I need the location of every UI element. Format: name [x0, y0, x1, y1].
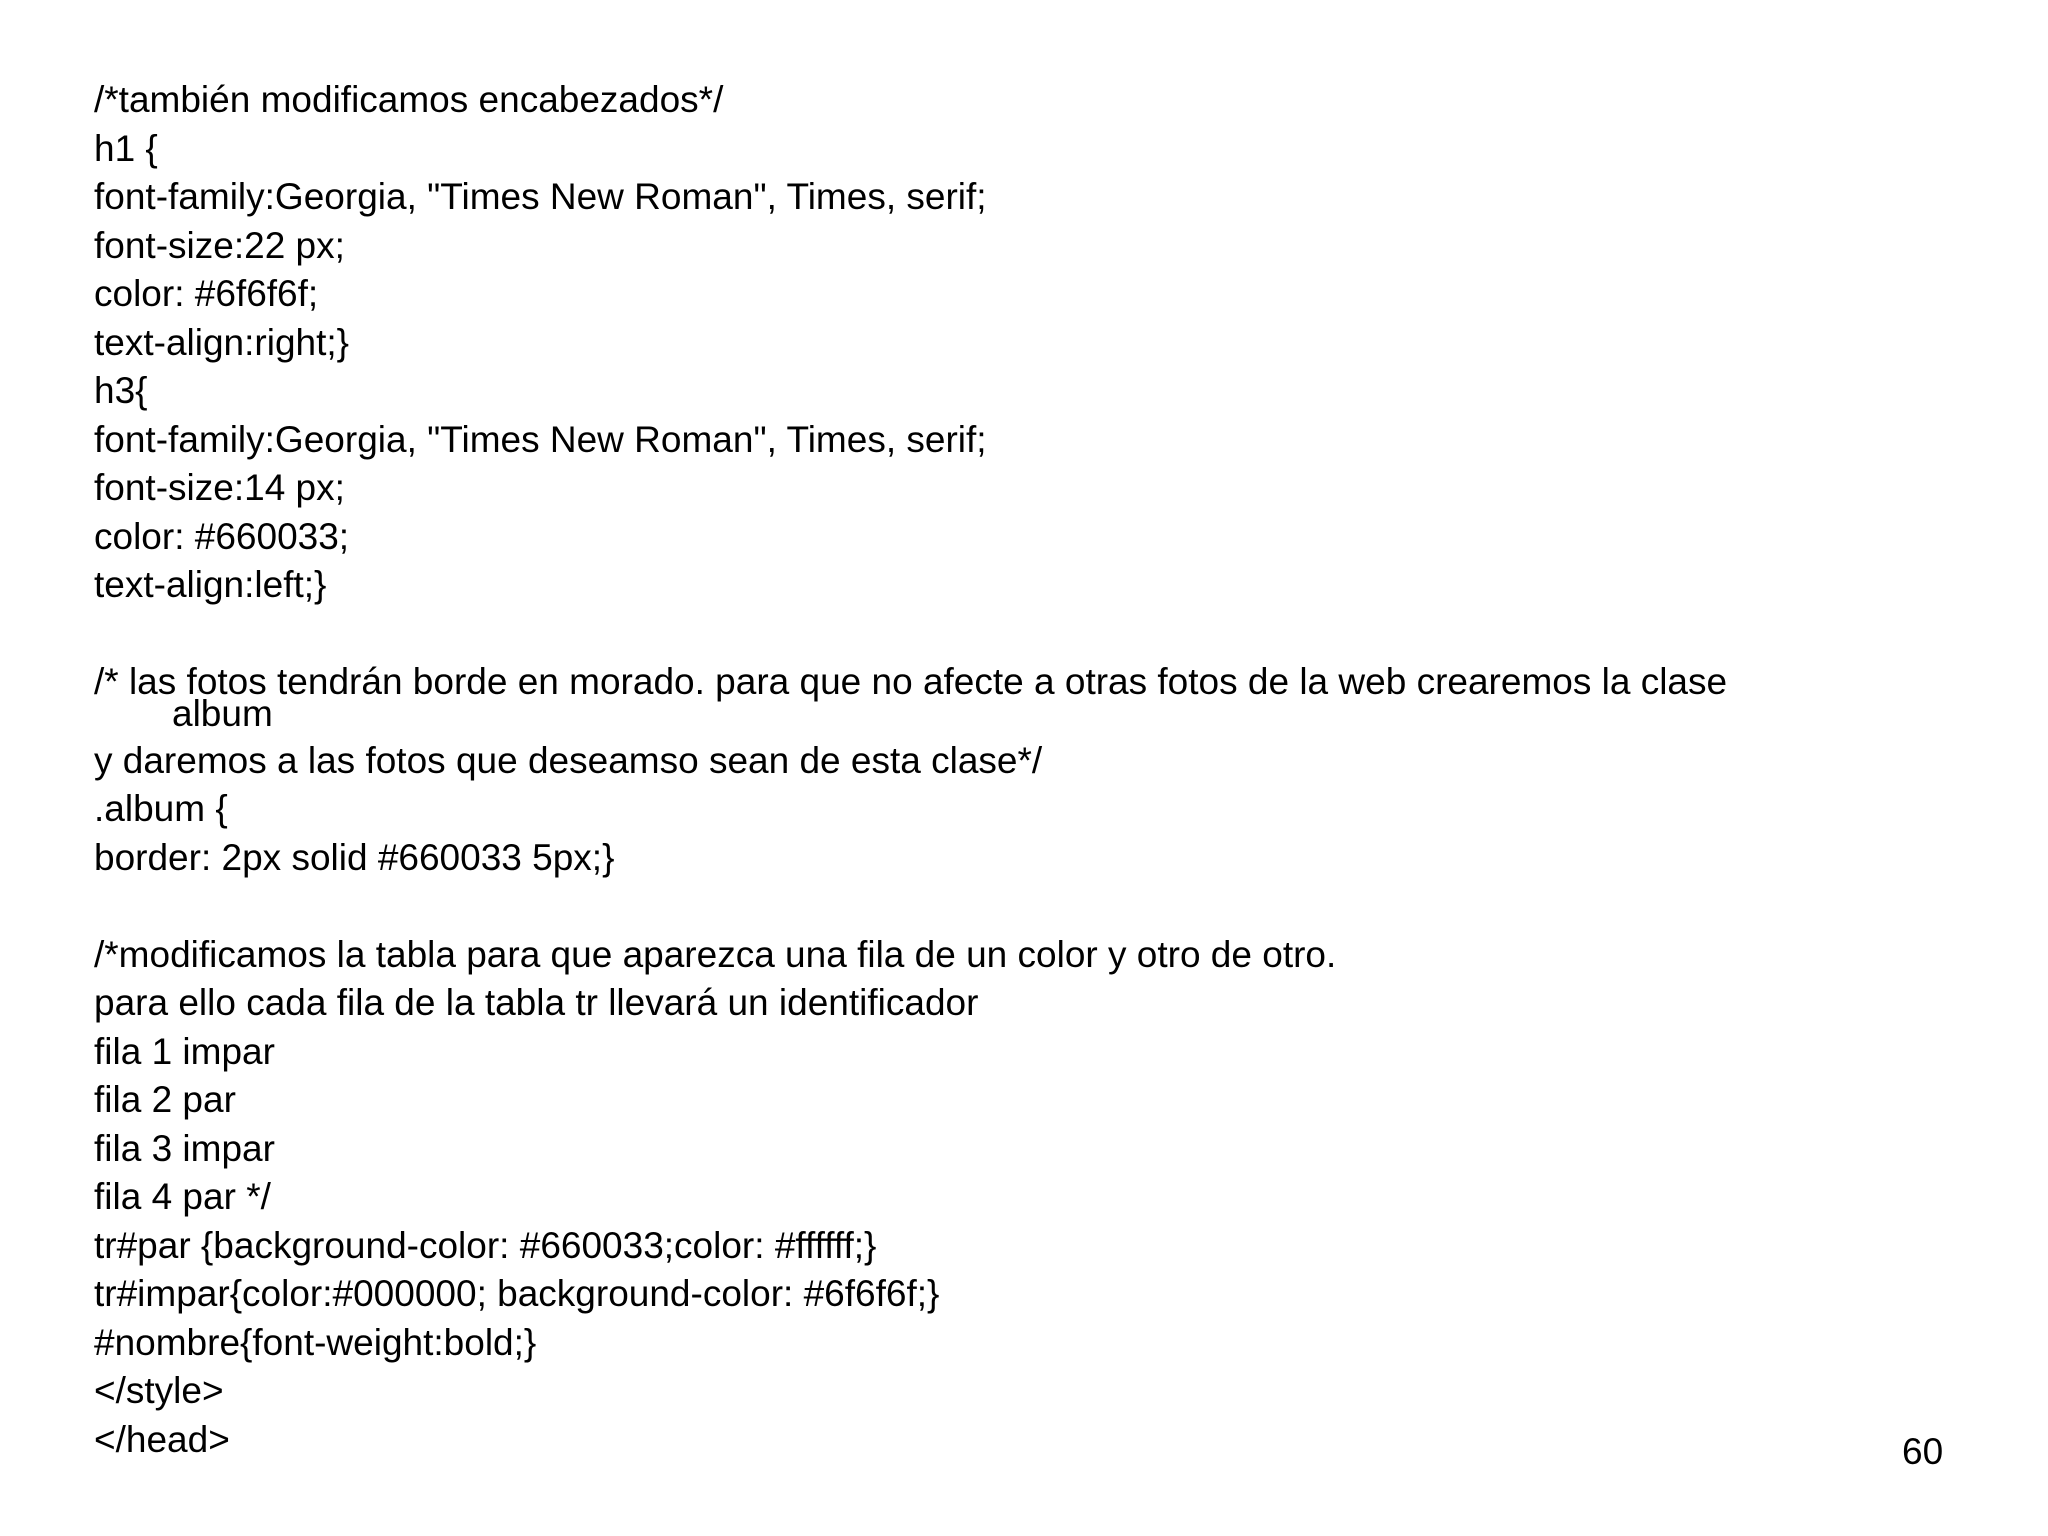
- code-line: border: 2px solid #660033 5px;}: [94, 836, 615, 878]
- code-line: font-family:Georgia, "Times New Roman", Times, serif;: [94, 176, 987, 217]
- code-line: fila 3 impar: [94, 1127, 275, 1169]
- code-line: tr#par {background-color: #660033;color: #ffffff;}: [94, 1224, 877, 1266]
- code-line: /*modificamos la tabla para que aparezca una fila de un color y otro de otro.: [94, 933, 1337, 975]
- code-line: tr#impar{color:#000000; background-color: #6f6f6f;}: [94, 1273, 940, 1314]
- code-line: /* las fotos tendrán borde en morado. para que no afecte a otras fotos de la web crearemos la clase: [94, 661, 1728, 702]
- code-line: font-size:14 px;: [94, 467, 345, 508]
- code-listing: [94, 76, 1914, 1464]
- code-line: h1 {: [94, 127, 158, 169]
- code-line: </head>: [94, 1418, 230, 1460]
- code-line: font-size:22 px;: [94, 224, 345, 266]
- code-line: </style>: [94, 1370, 224, 1411]
- code-line: color: #6f6f6f;: [94, 273, 319, 314]
- code-line: h3{: [94, 370, 148, 411]
- code-line: text-align:left;}: [94, 564, 327, 605]
- code-line: #nombre{font-weight:bold;}: [94, 1321, 537, 1363]
- code-line: para ello cada fila de la tabla tr llevará un identificador: [94, 982, 979, 1023]
- code-line: fila 1 impar: [94, 1030, 275, 1072]
- code-line: text-align:right;}: [94, 321, 350, 363]
- code-line-wrapped: album: [172, 692, 273, 734]
- blank-line: [94, 610, 1914, 659]
- code-line: font-family:Georgia, "Times New Roman", Times, serif;: [94, 418, 987, 460]
- code-line: y daremos a las fotos que deseamso sean de esta clase*/: [94, 739, 1043, 781]
- page-number: 60: [1902, 1431, 1944, 1472]
- blank-line: [94, 882, 1914, 931]
- code-line: fila 2 par: [94, 1079, 236, 1120]
- code-line: /*también modificamos encabezados*/: [94, 79, 724, 120]
- code-line: fila 4 par */: [94, 1176, 271, 1217]
- code-line: color: #660033;: [94, 515, 350, 557]
- code-line: .album {: [94, 788, 228, 829]
